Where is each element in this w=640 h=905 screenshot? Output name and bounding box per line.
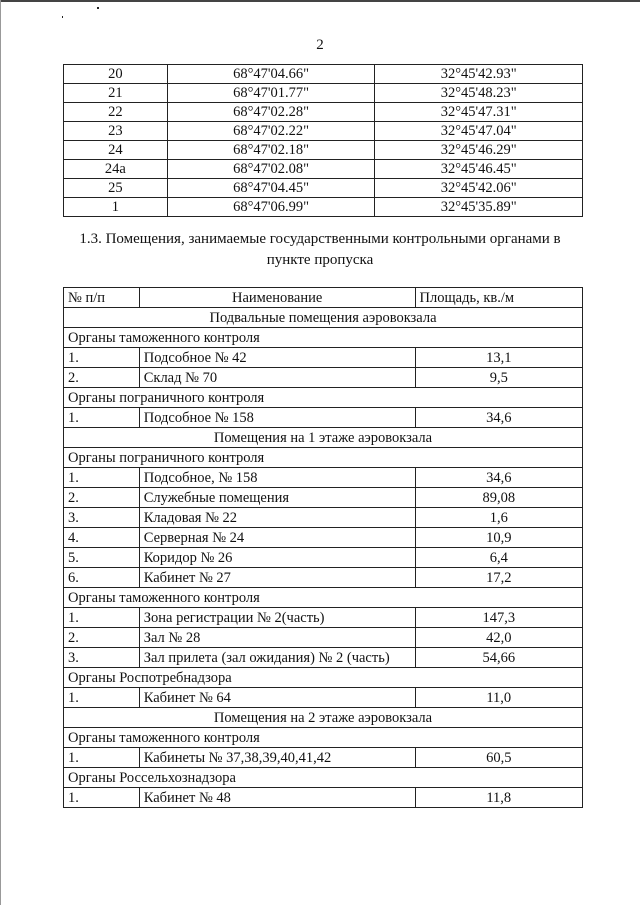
room-row xyxy=(64,368,583,388)
rooms-table-body xyxy=(64,308,583,808)
coordinate-row xyxy=(64,103,583,122)
longitude-cell: 32°45'47.04" xyxy=(375,122,583,141)
latitude-cell: 68°47'06.99" xyxy=(167,198,375,217)
header-area: Площадь, кв./м xyxy=(415,288,582,308)
room-number-cell: 6. xyxy=(64,568,140,588)
coordinate-row xyxy=(64,141,583,160)
latitude-cell: 68°47'02.08" xyxy=(167,160,375,179)
room-name-cell: Служебные помещения xyxy=(139,488,415,508)
floor-heading-row xyxy=(64,428,583,448)
room-area-cell: 34,6 xyxy=(415,468,582,488)
agency-row xyxy=(64,668,583,688)
coordinate-row xyxy=(64,84,583,103)
floor-title: Подвальные помещения аэровокзала xyxy=(64,308,583,328)
longitude-cell: 32°45'46.45" xyxy=(375,160,583,179)
agency-name: Органы таможенного контроля xyxy=(64,588,583,608)
room-name-cell: Зал прилета (зал ожидания) № 2 (часть) xyxy=(139,648,415,668)
room-number-cell: 1. xyxy=(64,788,140,808)
agency-row xyxy=(64,328,583,348)
room-number-cell: 5. xyxy=(64,548,140,568)
room-number-cell: 1. xyxy=(64,608,140,628)
agency-name: Органы таможенного контроля xyxy=(64,728,583,748)
longitude-cell: 32°45'47.31" xyxy=(375,103,583,122)
latitude-cell: 68°47'02.18" xyxy=(167,141,375,160)
page-number: 2 xyxy=(316,37,324,53)
point-number-cell: 21 xyxy=(64,84,168,103)
room-row xyxy=(64,608,583,628)
room-name-cell: Подсобное № 158 xyxy=(139,408,415,428)
room-area-cell: 11,0 xyxy=(415,688,582,708)
room-row xyxy=(64,628,583,648)
room-row xyxy=(64,348,583,368)
longitude-cell: 32°45'48.23" xyxy=(375,84,583,103)
room-row xyxy=(64,528,583,548)
latitude-cell: 68°47'04.45" xyxy=(167,179,375,198)
agency-row xyxy=(64,588,583,608)
room-area-cell: 13,1 xyxy=(415,348,582,368)
room-row xyxy=(64,488,583,508)
agency-name: Органы Роспотребнадзора xyxy=(64,668,583,688)
latitude-cell: 68°47'02.22" xyxy=(167,122,375,141)
point-number-cell: 24а xyxy=(64,160,168,179)
point-number-cell: 1 xyxy=(64,198,168,217)
coordinate-row xyxy=(64,179,583,198)
scan-left-edge xyxy=(0,0,1,905)
room-area-cell: 6,4 xyxy=(415,548,582,568)
room-area-cell: 1,6 xyxy=(415,508,582,528)
room-name-cell: Склад № 70 xyxy=(139,368,415,388)
latitude-cell: 68°47'01.77" xyxy=(167,84,375,103)
scan-top-edge xyxy=(0,0,640,2)
room-area-cell: 17,2 xyxy=(415,568,582,588)
room-name-cell: Кладовая № 22 xyxy=(139,508,415,528)
room-name-cell: Серверная № 24 xyxy=(139,528,415,548)
room-area-cell: 54,66 xyxy=(415,648,582,668)
header-name: Наименование xyxy=(139,288,415,308)
rooms-table-header-row xyxy=(64,288,583,308)
rooms-table xyxy=(63,287,583,808)
agency-name: Органы Россельхознадзора xyxy=(64,768,583,788)
room-number-cell: 1. xyxy=(64,408,140,428)
agency-name: Органы пограничного контроля xyxy=(64,388,583,408)
room-area-cell: 147,3 xyxy=(415,608,582,628)
room-area-cell: 42,0 xyxy=(415,628,582,648)
coordinate-row xyxy=(64,160,583,179)
section-heading-line1: 1.3. Помещения, занимаемые государственными контрольными органами в xyxy=(79,231,561,247)
latitude-cell: 68°47'02.28" xyxy=(167,103,375,122)
agency-name: Органы пограничного контроля xyxy=(64,448,583,468)
section-heading xyxy=(0,229,640,271)
agency-row xyxy=(64,448,583,468)
room-number-cell: 1. xyxy=(64,468,140,488)
room-row xyxy=(64,788,583,808)
agency-row xyxy=(64,388,583,408)
room-name-cell: Подсобное, № 158 xyxy=(139,468,415,488)
room-name-cell: Кабинет № 64 xyxy=(139,688,415,708)
point-number-cell: 20 xyxy=(64,65,168,84)
point-number-cell: 25 xyxy=(64,179,168,198)
point-number-cell: 24 xyxy=(64,141,168,160)
room-area-cell: 60,5 xyxy=(415,748,582,768)
room-area-cell: 34,6 xyxy=(415,408,582,428)
agency-name: Органы таможенного контроля xyxy=(64,328,583,348)
room-number-cell: 1. xyxy=(64,748,140,768)
room-number-cell: 4. xyxy=(64,528,140,548)
room-name-cell: Подсобное № 42 xyxy=(139,348,415,368)
point-number-cell: 23 xyxy=(64,122,168,141)
point-number-cell: 22 xyxy=(64,103,168,122)
room-area-cell: 11,8 xyxy=(415,788,582,808)
room-number-cell: 1. xyxy=(64,688,140,708)
room-row xyxy=(64,468,583,488)
coordinates-table xyxy=(63,64,583,217)
room-row xyxy=(64,408,583,428)
room-name-cell: Кабинеты № 37,38,39,40,41,42 xyxy=(139,748,415,768)
room-row xyxy=(64,648,583,668)
room-number-cell: 3. xyxy=(64,648,140,668)
floor-title: Помещения на 1 этаже аэровокзала xyxy=(64,428,583,448)
coordinates-table-body xyxy=(64,65,583,217)
room-row xyxy=(64,688,583,708)
coordinate-row xyxy=(64,65,583,84)
room-row xyxy=(64,548,583,568)
longitude-cell: 32°45'46.29" xyxy=(375,141,583,160)
scan-speck xyxy=(62,16,63,18)
latitude-cell: 68°47'04.66" xyxy=(167,65,375,84)
room-area-cell: 9,5 xyxy=(415,368,582,388)
room-name-cell: Зона регистрации № 2(часть) xyxy=(139,608,415,628)
room-name-cell: Кабинет № 48 xyxy=(139,788,415,808)
room-number-cell: 2. xyxy=(64,488,140,508)
longitude-cell: 32°45'35.89" xyxy=(375,198,583,217)
floor-title: Помещения на 2 этаже аэровокзала xyxy=(64,708,583,728)
room-name-cell: Коридор № 26 xyxy=(139,548,415,568)
floor-heading-row xyxy=(64,708,583,728)
section-heading-line2: пункте пропуска xyxy=(266,252,374,268)
room-number-cell: 2. xyxy=(64,628,140,648)
room-row xyxy=(64,748,583,768)
room-area-cell: 10,9 xyxy=(415,528,582,548)
coordinate-row xyxy=(64,122,583,141)
room-number-cell: 1. xyxy=(64,348,140,368)
room-name-cell: Зал № 28 xyxy=(139,628,415,648)
longitude-cell: 32°45'42.93" xyxy=(375,65,583,84)
room-area-cell: 89,08 xyxy=(415,488,582,508)
room-name-cell: Кабинет № 27 xyxy=(139,568,415,588)
header-num: № п/п xyxy=(64,288,140,308)
scan-speck xyxy=(97,7,99,9)
coordinate-row xyxy=(64,198,583,217)
agency-row xyxy=(64,728,583,748)
floor-heading-row xyxy=(64,308,583,328)
longitude-cell: 32°45'42.06" xyxy=(375,179,583,198)
room-row xyxy=(64,508,583,528)
room-row xyxy=(64,568,583,588)
room-number-cell: 3. xyxy=(64,508,140,528)
room-number-cell: 2. xyxy=(64,368,140,388)
agency-row xyxy=(64,768,583,788)
